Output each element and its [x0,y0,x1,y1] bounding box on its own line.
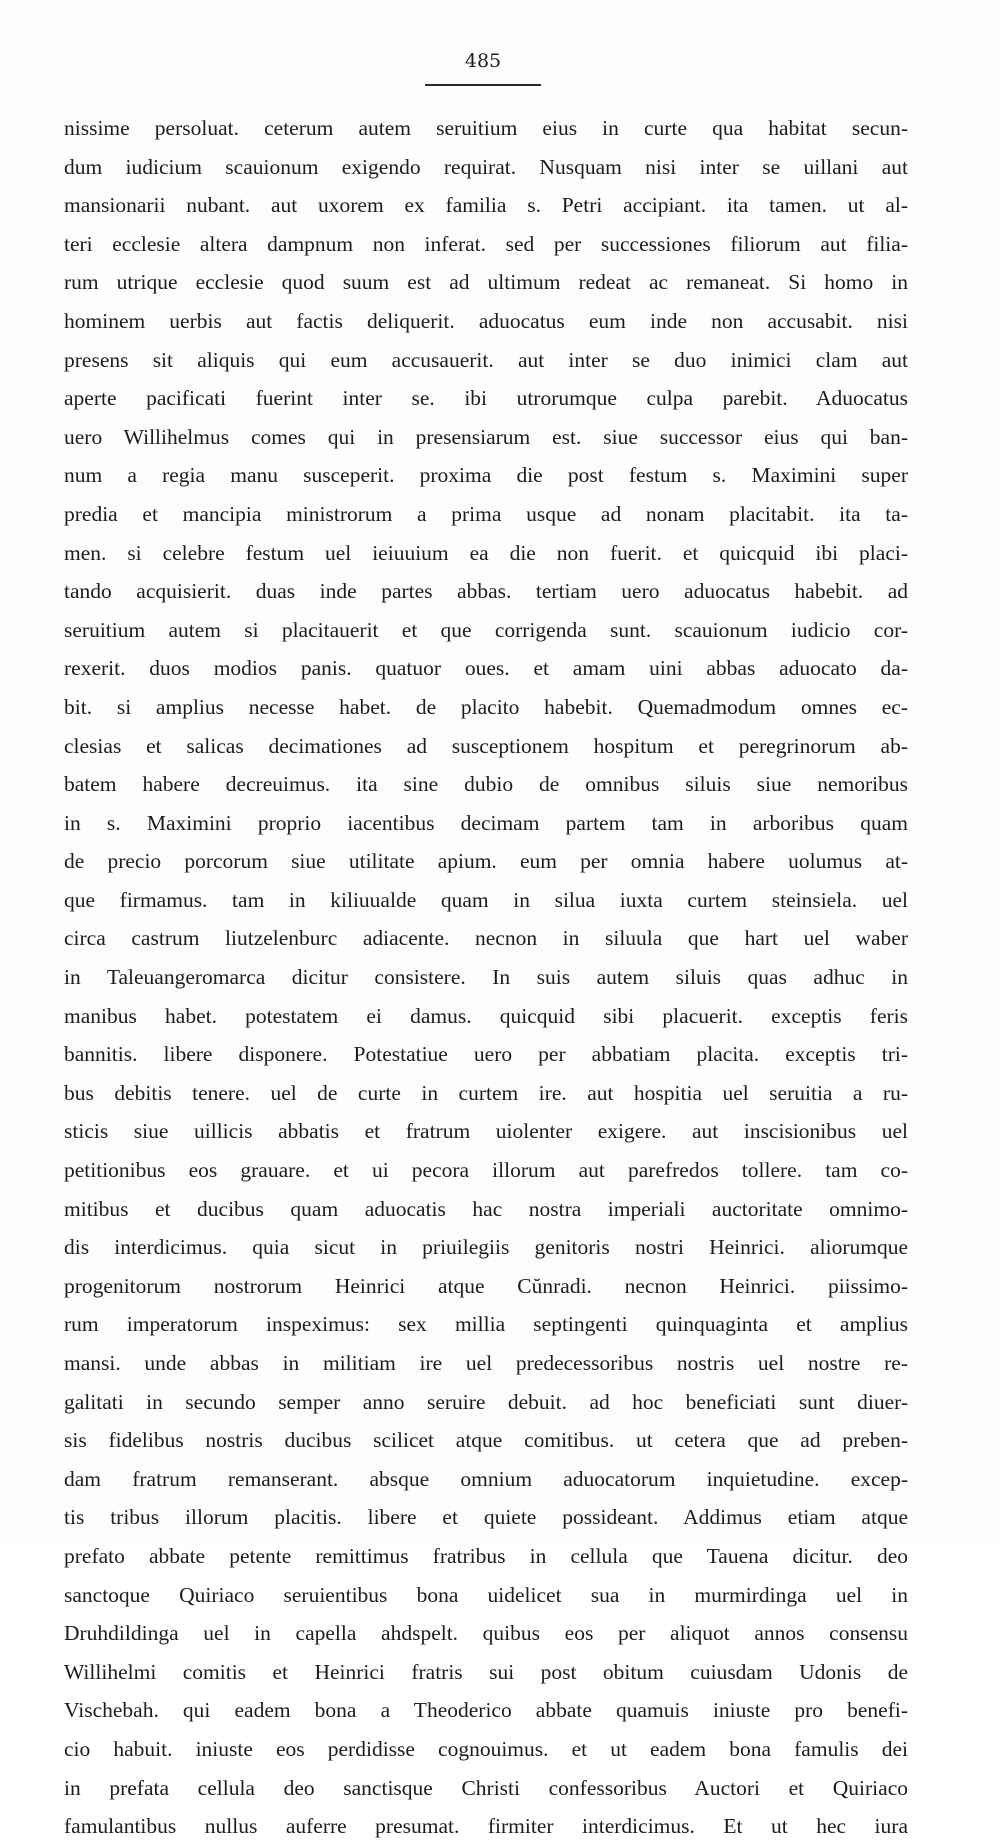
text-line: presens sit aliquis qui eum accusauerit. aut inter se duo inimici clam aut [64,347,908,372]
text-line: petitionibus eos grauare. et ui pecora illorum aut parefredos tollere. tam co- [64,1158,908,1183]
text-line: sticis siue uillicis abbatis et fratrum uiolenter exigere. aut inscisionibus uel [64,1119,908,1144]
page-number: 485 [464,50,502,72]
text-line: sis fidelibus nostris ducibus scilicet atque comitibus. ut cetera que ad preben- [64,1428,908,1453]
text-line: batem habere decreuimus. ita sine dubio de omnibus siluis siue nemoribus [64,772,908,797]
text-line: galitati in secundo semper anno seruire debuit. ad hoc beneficiati sunt diuer- [64,1389,908,1414]
body-text [64,109,908,1846]
text-line: prefato abbate petente remittimus fratribus in cellula que Tauena dicitur. deo [64,1543,908,1568]
text-line: Vischebah. qui eadem bona a Theoderico abbate quamuis iniuste pro benefi- [64,1698,908,1723]
text-line: men. si celebre festum uel ieiuuium ea die non fuerit. et quicquid ibi placi- [64,540,908,565]
text-line: bannitis. libere disponere. Potestatiue uero per abbatiam placita. exceptis tri- [64,1042,908,1067]
text-line: bus debitis tenere. uel de curte in curtem ire. aut hospitia uel seruitia a ru- [64,1080,908,1105]
text-line: in prefata cellula deo sanctisque Christi confessoribus Auctori et Quiriaco [64,1775,908,1800]
text-line: que firmamus. tam in kiliuualde quam in silua iuxta curtem steinsiela. uel [64,887,908,912]
text-line: rum utrique ecclesie quod suum est ad ultimum redeat ac remaneat. Si homo in [64,270,908,295]
text-line: uero Willihelmus comes qui in presensiarum est. siue successor eius qui ban- [64,424,908,449]
text-line: dam fratrum remanserant. absque omnium aduocatorum inquietudine. excep- [64,1466,908,1491]
text-line: in s. Maximini proprio iacentibus decimam partem tam in arboribus quam [64,810,908,835]
text-line: mitibus et ducibus quam aduocatis hac nostra imperiali auctoritate omnimo- [64,1196,908,1221]
text-line: nissime persoluat. ceterum autem seruitium eius in curte qua habitat secun- [64,116,908,140]
text-line: circa castrum liutzelenburc adiacente. necnon in siluula que hart uel waber [64,926,908,951]
text-line: tis tribus illorum placitis. libere et quiete possideant. Addimus etiam atque [64,1505,908,1530]
text-line: mansi. unde abbas in militiam ire uel predecessoribus nostris uel nostre re- [64,1351,908,1375]
text-line: manibus habet. potestatem ei damus. quicquid sibi placuerit. exceptis feris [64,1003,908,1028]
text-line: num a regia manu susceperit. proxima die post festum s. Maximini super [64,463,908,488]
text-line: aperte pacificati fuerint inter se. ibi utrorumque culpa parebit. Aduocatus [64,386,908,411]
text-line: de precio porcorum siue utilitate apium. eum per omnia habere uolumus at- [64,849,908,874]
text-line: teri ecclesie altera dampnum non inferat. sed per successiones filiorum aut filia- [64,231,908,256]
text-line: dum iudicium scauionum exigendo requirat. Nusquam nisi inter se uillani aut [64,154,908,179]
text-line: rexerit. duos modios panis. quatuor oues. et amam uini abbas aduocato da- [64,656,908,681]
text-line: cio habuit. iniuste eos perdidisse cognouimus. et ut eadem bona famulis dei [64,1736,908,1761]
text-line: tando acquisierit. duas inde partes abbas. tertiam uero aduocatus habebit. ad [64,579,908,604]
text-line: Willihelmi comitis et Heinrici fratris sui post obitum cuiusdam Udonis de [64,1659,908,1684]
text-line: seruitium autem si placitauerit et que corrigenda sunt. scauionum iudicio cor- [64,617,908,642]
text-line: mansionarii nubant. aut uxorem ex familia s. Petri accipiant. ita tamen. ut al- [64,193,908,218]
text-line: dis interdicimus. quia sicut in priuilegiis genitoris nostri Heinrici. aliorumque [64,1235,908,1260]
text-line: hominem uerbis aut factis deliquerit. aduocatus eum inde non accusabit. nisi [64,308,908,333]
text-line: clesias et salicas decimationes ad susceptionem hospitum et peregrinorum ab- [64,733,908,758]
text-line: predia et mancipia ministrorum a prima usque ad nonam placitabit. ita ta- [64,501,908,526]
text-line: in Taleuangeromarca dicitur consistere. In suis autem siluis quas adhuc in [64,965,908,990]
text-line: rum imperatorum inspeximus: sex millia septingenti quinquaginta et amplius [64,1312,908,1337]
text-line: famulantibus nullus auferre presumat. firmiter interdicimus. Et ut hec iura [64,1814,908,1839]
text-line: progenitorum nostrorum Heinrici atque Cŭnradi. necnon Heinrici. piissimo- [64,1273,908,1298]
text-line: bit. si amplius necesse habet. de placito habebit. Quemadmodum omnes ec- [64,694,908,719]
header-rule [425,84,541,86]
text-line: sanctoque Quiriaco seruientibus bona uidelicet sua in murmirdinga uel in [64,1582,908,1607]
text-line: Druhdildinga uel in capella ahdspelt. quibus eos per aliquot annos consensu [64,1621,908,1646]
